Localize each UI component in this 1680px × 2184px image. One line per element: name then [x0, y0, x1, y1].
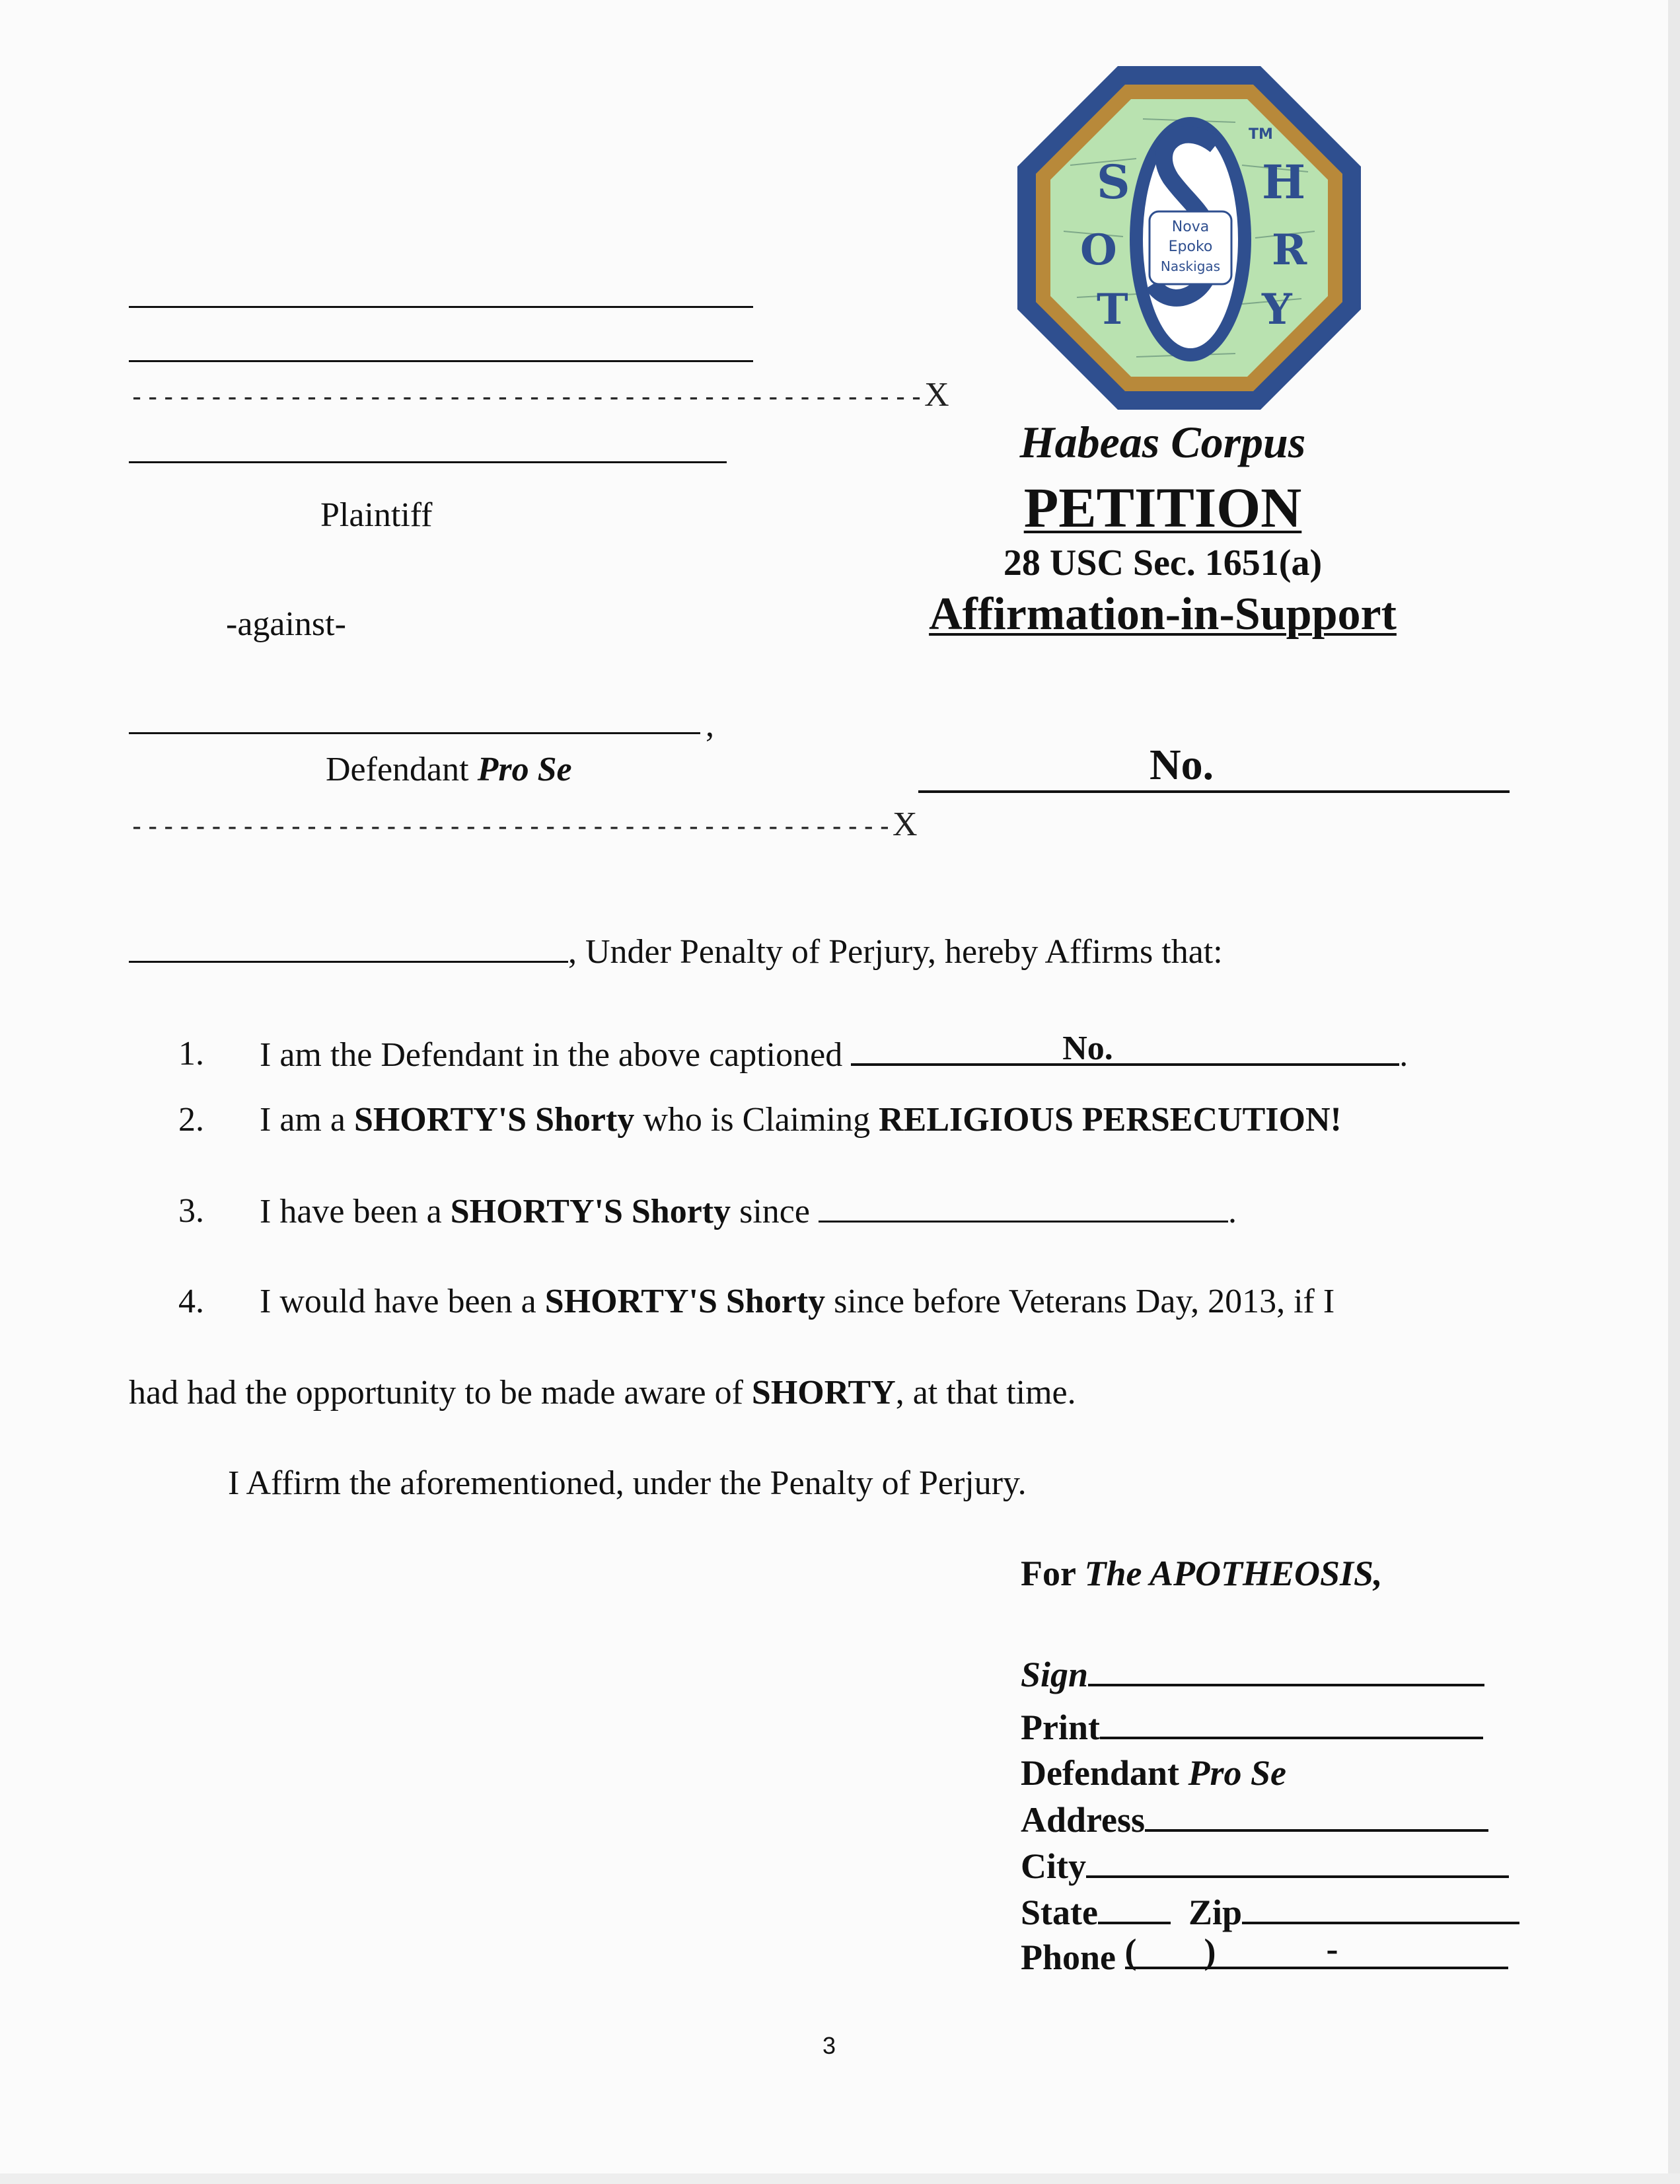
defendant-label: Defendant — [326, 751, 469, 788]
item-3-number: 3. — [178, 1192, 204, 1230]
item-2-text-a: I am a — [260, 1101, 354, 1139]
shorty-logo — [1017, 66, 1361, 410]
item-1-text: I am the Defendant in the above captioned — [260, 1036, 843, 1074]
sign-field[interactable] — [1088, 1652, 1484, 1686]
item-3 — [260, 1191, 1237, 1231]
item-4-text-a: I would have been a — [260, 1283, 545, 1320]
item-2-text-b: who is Claiming — [634, 1101, 879, 1139]
defendant-label-line — [326, 750, 572, 789]
page-number: 3 — [822, 2032, 836, 2059]
print-field[interactable] — [1100, 1705, 1483, 1739]
logo-letter-r: R — [1272, 225, 1307, 275]
address-row — [1021, 1797, 1488, 1840]
apotheosis-label: The APOTHEOSIS, — [1084, 1554, 1383, 1593]
logo-inner-naskigas: Naskigas — [1160, 258, 1221, 274]
defendant-name-line[interactable] — [129, 732, 700, 734]
item-3-period: . — [1227, 1193, 1237, 1230]
item-4-text-b: since before Veterans Day, 2013, if I — [825, 1283, 1335, 1320]
item-3-bold-a: SHORTY'S Shorty — [450, 1193, 731, 1230]
logo-letter-t: T — [1097, 285, 1128, 334]
for-label: For — [1021, 1554, 1076, 1593]
item-3-date-line[interactable] — [819, 1191, 1228, 1223]
title-petition: PETITION — [1023, 476, 1302, 539]
item-1-number: 1. — [178, 1035, 204, 1073]
item-3-text-b: since — [731, 1193, 810, 1230]
case-number-line[interactable] — [918, 790, 1510, 793]
continuation-bold: SHORTY — [751, 1374, 896, 1412]
phone-field[interactable] — [1124, 1929, 1508, 1971]
plaintiff-label: Plaintiff — [320, 496, 433, 534]
print-row — [1021, 1705, 1483, 1748]
defendant-comma: , — [706, 706, 714, 744]
case-number-label: No. — [1150, 741, 1214, 789]
title-statute: 28 USC Sec. 1651(a) — [1003, 543, 1323, 584]
logo-letter-y: Y — [1262, 285, 1292, 334]
state-zip-row — [1021, 1890, 1519, 1933]
defendant-pro-se-row — [1021, 1752, 1286, 1793]
affirmant-name-line[interactable] — [129, 932, 568, 963]
caption-blank-line-1[interactable] — [129, 306, 753, 308]
item-2-number: 2. — [178, 1101, 204, 1139]
continuation-text-b: , at that time. — [895, 1374, 1076, 1412]
item-1-no-label: No. — [1062, 1030, 1113, 1067]
against-label: -against- — [226, 605, 346, 643]
affirmant-intro — [129, 932, 1223, 971]
title-habeas-corpus: Habeas Corpus — [1019, 417, 1306, 467]
for-apotheosis — [1021, 1553, 1383, 1594]
city-row — [1021, 1844, 1509, 1887]
logo-letter-h: H — [1262, 155, 1306, 209]
item-1-period: . — [1399, 1036, 1408, 1074]
continuation-text-a: had had the opportunity to be made aware of — [129, 1374, 752, 1412]
title-affirmation: Affirmation-in-Support — [929, 589, 1397, 640]
phone-dash: - — [1326, 1929, 1338, 1969]
item-1 — [260, 1030, 1408, 1074]
item-3-text-a: I have been a — [260, 1193, 451, 1230]
logo-inner-nova: Nova — [1171, 219, 1210, 235]
defendant-pro-se: Pro Se — [477, 751, 572, 788]
sign-label: Sign — [1021, 1655, 1089, 1694]
caption-separator-top: --------------------------------------------------X — [129, 376, 949, 414]
sig-pro-se-label: Pro Se — [1188, 1753, 1286, 1793]
item-4-bold-a: SHORTY'S Shorty — [544, 1283, 826, 1320]
logo-inner-epoko: Epoko — [1168, 239, 1213, 255]
phone-close-paren: ) — [1204, 1932, 1216, 1971]
affirmant-intro-text: , Under Penalty of Perjury, hereby Affirms that: — [568, 933, 1223, 971]
item-2-bold-b: RELIGIOUS PERSECUTION! — [879, 1101, 1342, 1139]
phone-open-paren: ( — [1124, 1932, 1137, 1971]
phone-row — [1021, 1929, 1508, 1978]
item-1-case-line[interactable] — [851, 1030, 1399, 1067]
logo-letter-o: O — [1080, 225, 1117, 275]
item-4 — [260, 1282, 1334, 1321]
item-4-continuation — [129, 1373, 1076, 1412]
city-field[interactable] — [1086, 1844, 1509, 1878]
state-field[interactable] — [1098, 1890, 1171, 1924]
print-label: Print — [1021, 1708, 1100, 1747]
city-label: City — [1021, 1846, 1086, 1886]
address-field[interactable] — [1145, 1797, 1488, 1832]
state-label: State — [1021, 1893, 1098, 1932]
logo-tm: TM — [1249, 126, 1273, 143]
item-2 — [260, 1100, 1342, 1139]
sig-defendant-label: Defendant — [1021, 1753, 1179, 1793]
closing-statement: I Affirm the aforementioned, under the Penalty of Perjury. — [228, 1464, 1027, 1502]
plaintiff-name-line[interactable] — [129, 461, 727, 463]
item-4-number: 4. — [178, 1283, 204, 1320]
caption-separator-bottom: ------------------------------------------------X — [129, 806, 918, 843]
address-label: Address — [1021, 1800, 1146, 1840]
sign-row — [1021, 1652, 1484, 1695]
zip-field[interactable] — [1242, 1890, 1519, 1924]
caption-blank-line-2[interactable] — [129, 360, 753, 362]
zip-label: Zip — [1188, 1893, 1243, 1932]
scan-edge-right — [1668, 0, 1680, 2184]
logo-letter-s: S — [1097, 155, 1130, 209]
item-2-bold-a: SHORTY'S Shorty — [353, 1101, 635, 1139]
scan-edge-bottom — [0, 2173, 1680, 2184]
phone-label: Phone — [1021, 1938, 1116, 1977]
